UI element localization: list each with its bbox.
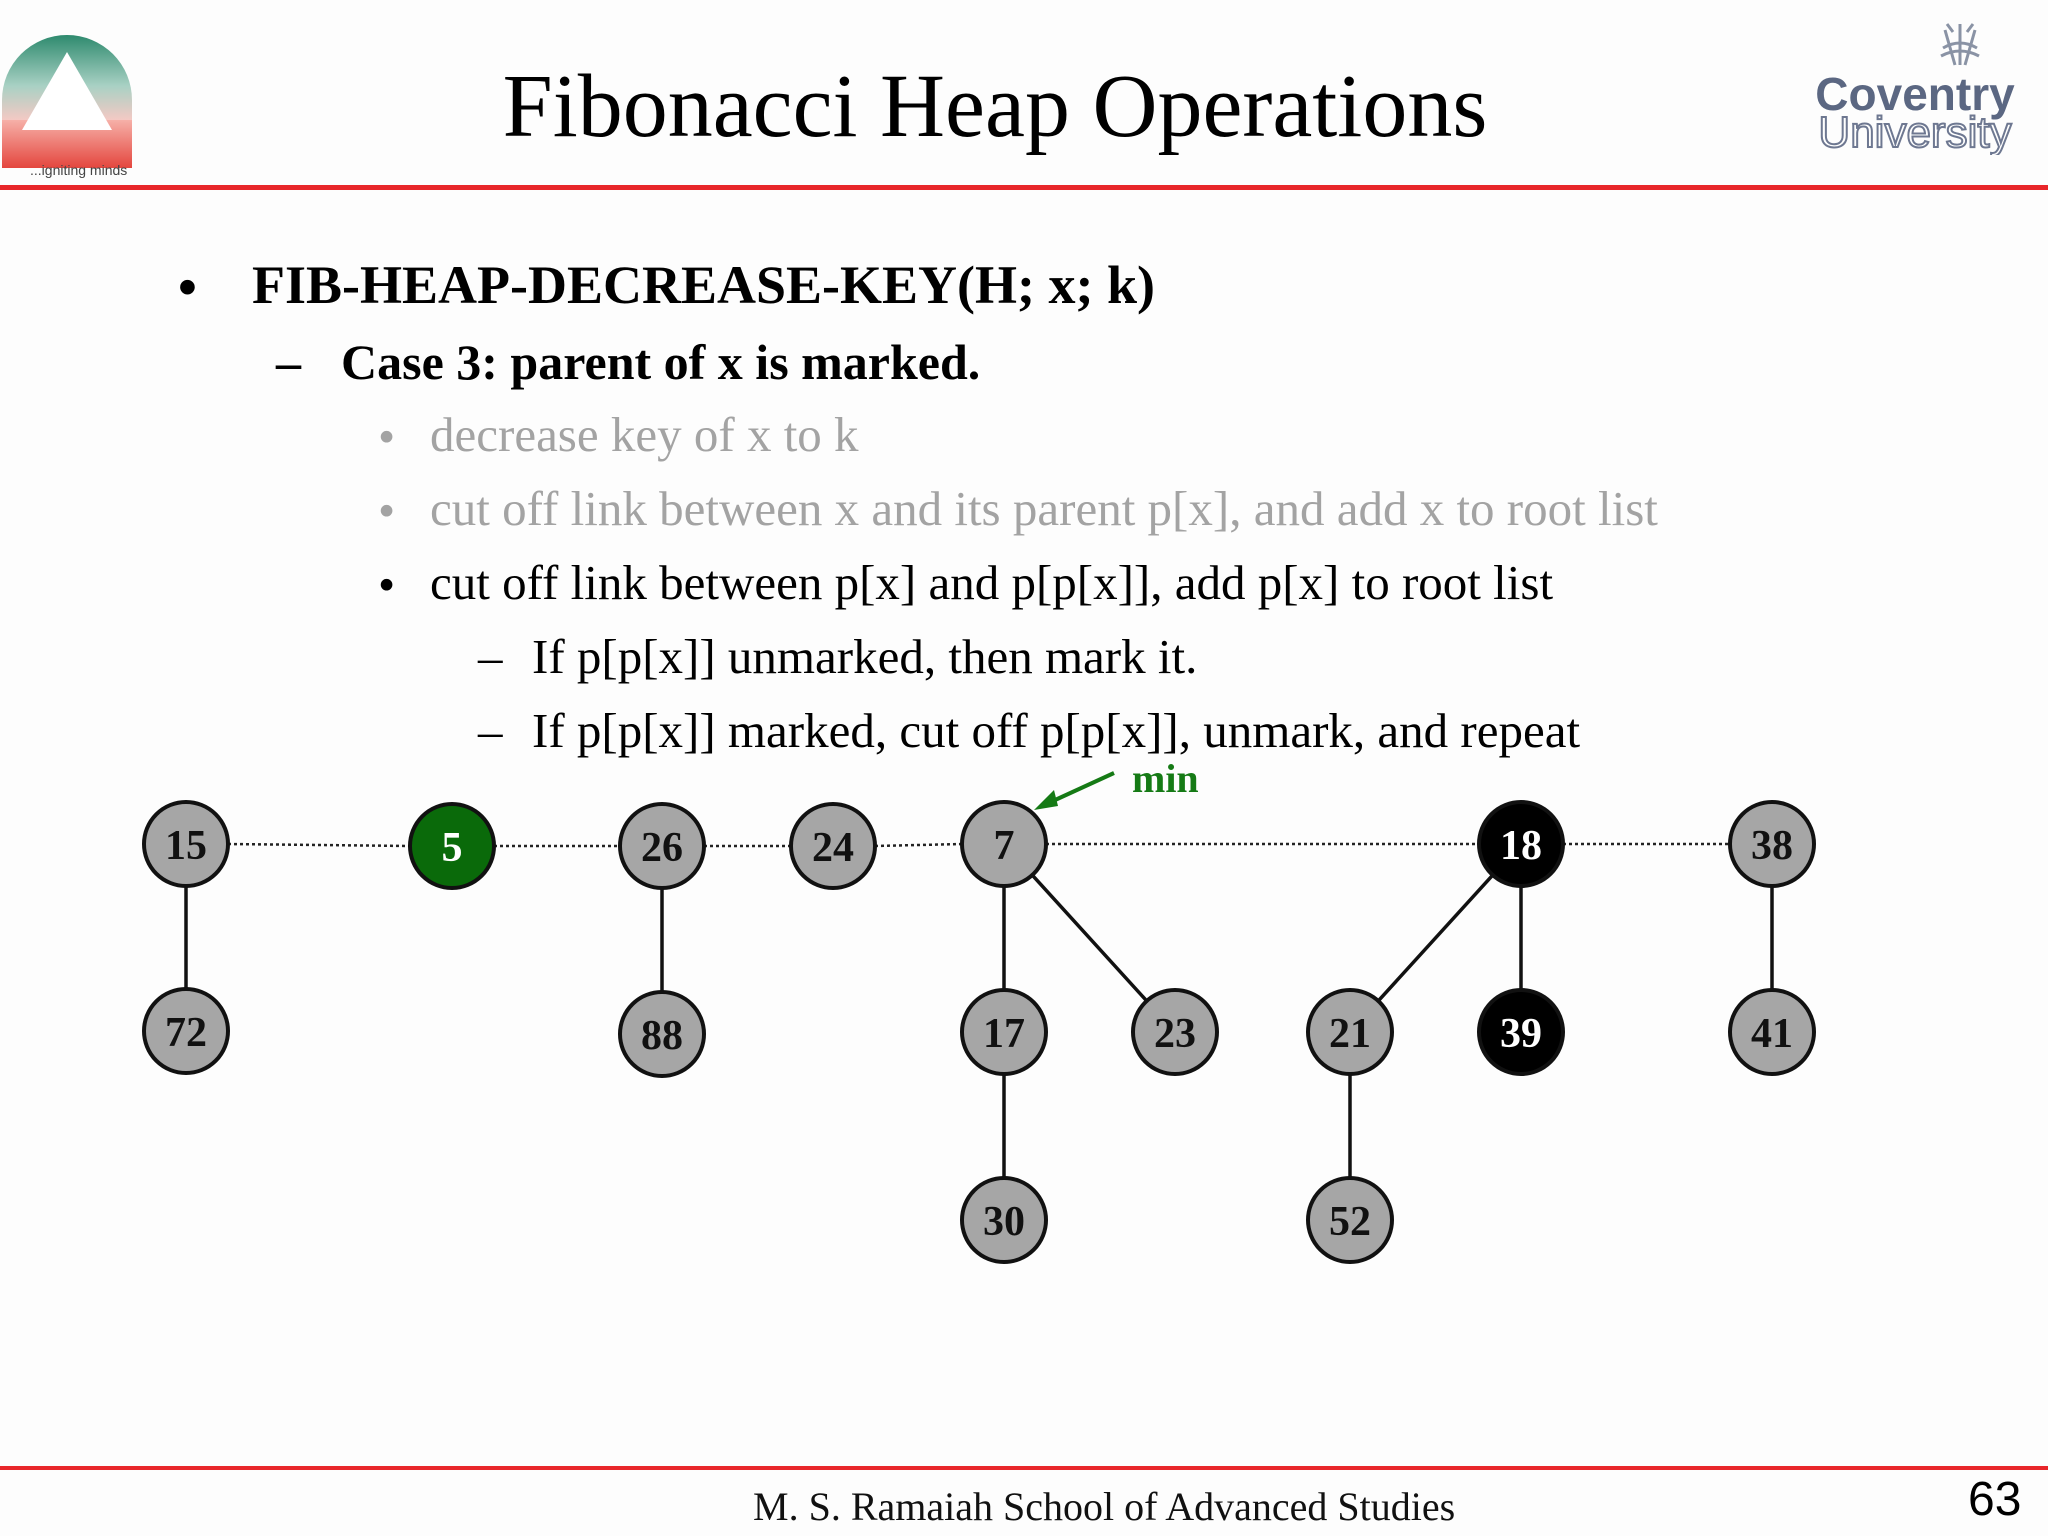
heap-node-26 [620,804,704,888]
node-key: 52 [1329,1199,1371,1245]
node-key: 24 [812,825,854,871]
step-text: decrease key of x to k [430,407,859,462]
node-key: 72 [165,1010,207,1056]
bullet-heading: FIB-HEAP-DECREASE-KEY(H; x; k) [252,255,1156,315]
heap-node-30 [962,1178,1046,1262]
node-key: 18 [1500,823,1542,869]
footer-institution-text: M. S. Ramaiah School of Advanced Studies [753,1484,1456,1529]
node-key: 88 [641,1013,683,1059]
sub-bullet-marker: • [378,483,396,538]
tree-edge-7-23 [1032,875,1146,1001]
heap-node-39 [1479,990,1563,1074]
heap-node-23 [1133,990,1217,1074]
dash-marker: – [276,334,301,390]
heap-node-38 [1730,802,1814,886]
root-list-link [875,844,962,846]
logo-text-line2: University [1818,108,2012,155]
node-key: 21 [1329,1011,1371,1057]
heap-node-41 [1730,990,1814,1074]
heap-node-24 [791,804,875,888]
step-text: cut off link between x and its parent p[x], and add x to root list [430,481,1658,536]
bullet-marker: • [178,257,197,317]
node-key: 15 [165,823,207,869]
node-key: 7 [993,823,1015,869]
min-label: min [1132,756,1199,801]
footer-divider [0,1466,2048,1470]
dash-marker: – [478,703,503,758]
sub-bullet-marker: • [378,557,396,612]
heap-node-21 [1308,990,1392,1074]
node-key: 41 [1751,1011,1793,1057]
page-number: 63 [1968,1473,2022,1526]
tree-edge-18-21 [1378,875,1492,1001]
dash-marker: – [478,629,503,684]
sub-step-text: If p[p[x]] unmarked, then mark it. [532,629,1198,684]
min-pointer-arrowhead [1034,790,1058,810]
heap-node-5 [410,804,494,888]
sub-bullet-marker: • [378,409,396,464]
heap-node-17 [962,990,1046,1074]
heap-node-15 [144,802,228,886]
heap-node-72 [144,989,228,1073]
heap-node-7 [962,802,1046,886]
heap-node-88 [620,992,704,1076]
node-key: 38 [1751,823,1793,869]
case-heading: Case 3: parent of x is marked. [341,334,981,390]
node-key: 39 [1500,1011,1542,1057]
logo-text-line1: Coventry [1815,68,2015,120]
node-key: 23 [1154,1011,1196,1057]
heap-node-52 [1308,1178,1392,1262]
step-text: cut off link between p[x] and p[p[x]], add p[x] to root list [430,555,1554,610]
node-key: 30 [983,1199,1025,1245]
node-key: 26 [641,825,683,871]
root-list-link [228,844,410,846]
slide-title: Fibonacci Heap Operations [502,57,1488,156]
logo-tagline: ...igniting minds [30,162,128,178]
node-key: 17 [983,1011,1025,1057]
sub-step-text: If p[p[x]] marked, cut off p[p[x]], unmark, and repeat [532,703,1581,758]
heap-node-18 [1479,802,1563,886]
node-key: 5 [441,825,463,871]
